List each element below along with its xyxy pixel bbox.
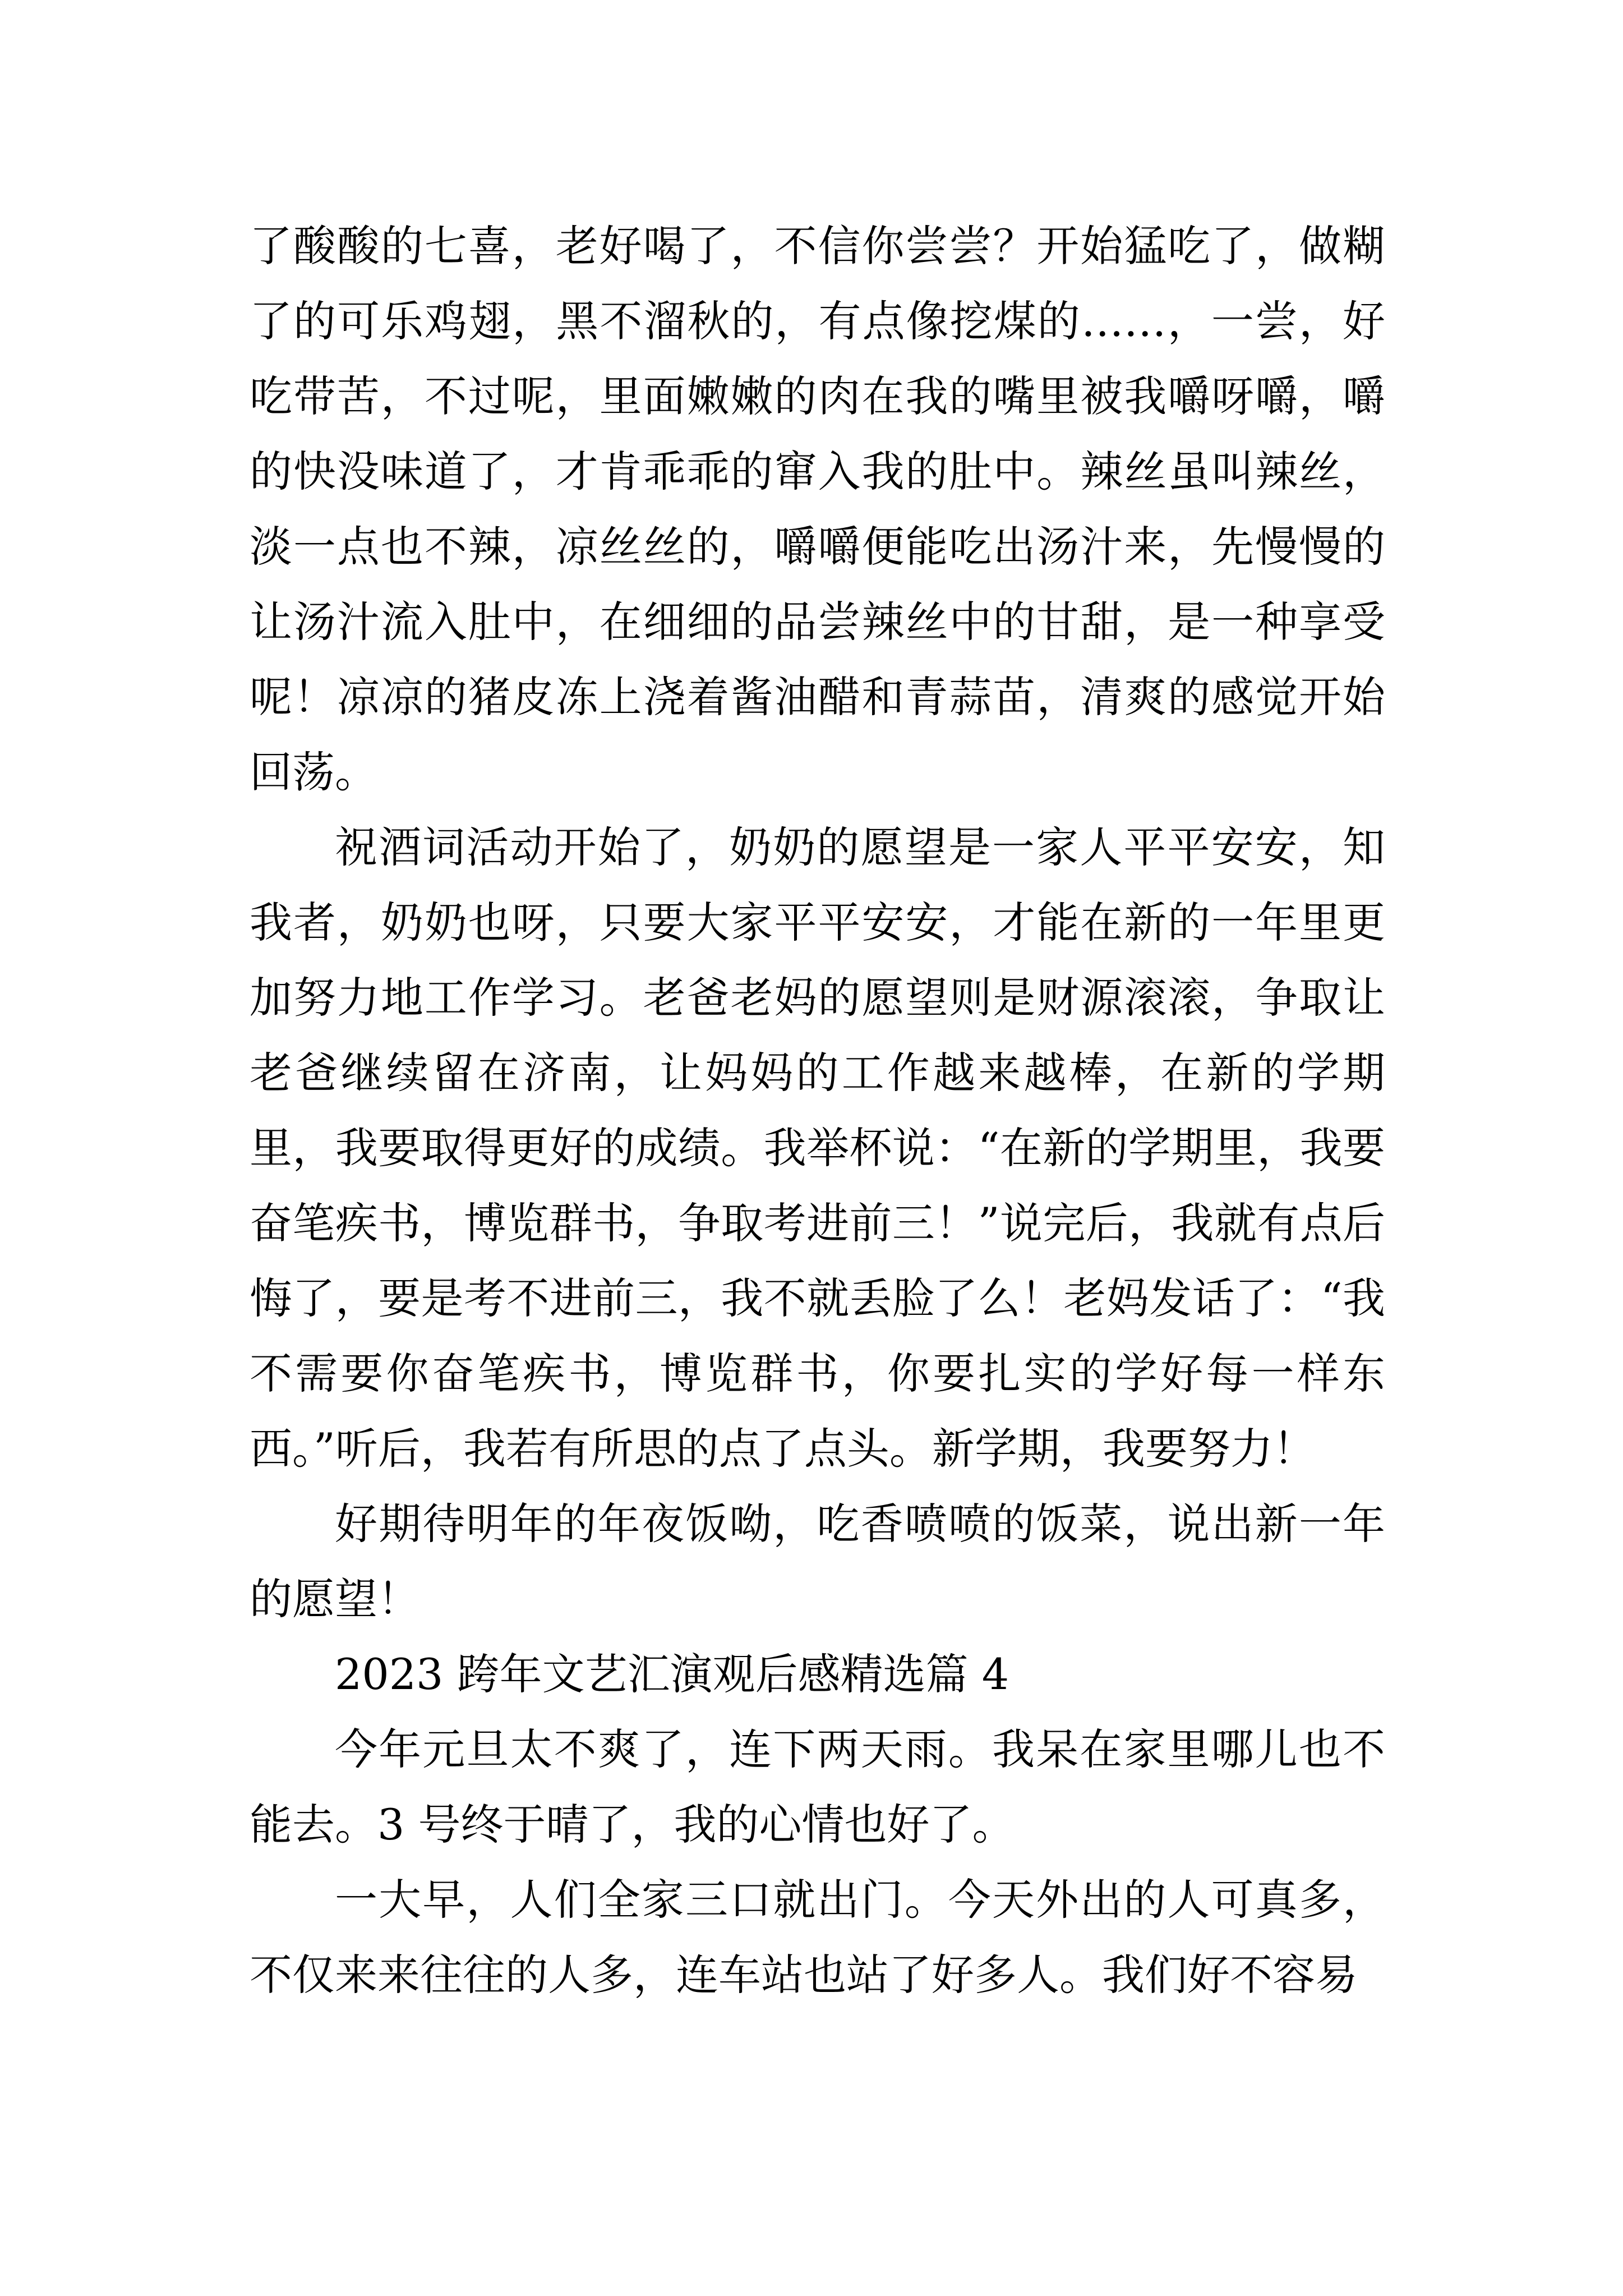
body-text (250, 209, 1385, 2013)
paragraph-5: 一大早，人们全家三口就出门。今天外出的人可真多，不仅来来往往的人多，连车站也站了好多人。我们好不容易 (250, 1875, 1385, 2000)
paragraph-4: 今年元旦太不爽了，连下两天雨。我呆在家里哪儿也不能去。3 号终于晴了，我的心情也好了。 (250, 1724, 1385, 1849)
section-heading: 2023 跨年文艺汇演观后感精选篇 4 (335, 1649, 1009, 1699)
paragraph-3: 好期待明年的年夜饭呦，吃香喷喷的饭菜，说出新一年的愿望！ (250, 1499, 1385, 1624)
paragraph-1: 了酸酸的七喜，老好喝了，不信你尝尝？开始猛吃了，做糊了的可乐鸡翅，黑不溜秋的，有点像挖煤的……，一尝，好吃带苦，不过呢，里面嫩嫩的肉在我的嘴里被我嚼呀嚼，嚼的快没味道了，才肯乖乖的窜入我的肚中。辣丝虽叫辣丝，淡一点也不辣，凉丝丝的，嚼嚼便能吃出汤汁来，先慢慢的让汤汁流入肚中，在细细的品尝辣丝中的甘甜，是一种享受呢！凉凉的猪皮冻上浇着酱油醋和青蒜苗，清爽的感觉开始回荡。 (250, 221, 1385, 797)
paragraph-2: 祝酒词活动开始了，奶奶的愿望是一家人平平安安，知我者，奶奶也呀，只要大家平平安安，才能在新的一年里更加努力地工作学习。老爸老妈的愿望则是财源滚滚，争取让老爸继续留在济南，让妈妈的工作越来越棒，在新的学期里，我要取得更好的成绩。我举杯说：“在新的学期里，我要奋笔疾书，博览群书，争取考进前三！”说完后，我就有点后悔了，要是考不进前三，我不就丢脸了么！老妈发话了：“我不需要你奋笔疾书，博览群书，你要扎实的学好每一样东西。”听后，我若有所思的点了点头。新学期，我要努力！ (250, 822, 1385, 1474)
